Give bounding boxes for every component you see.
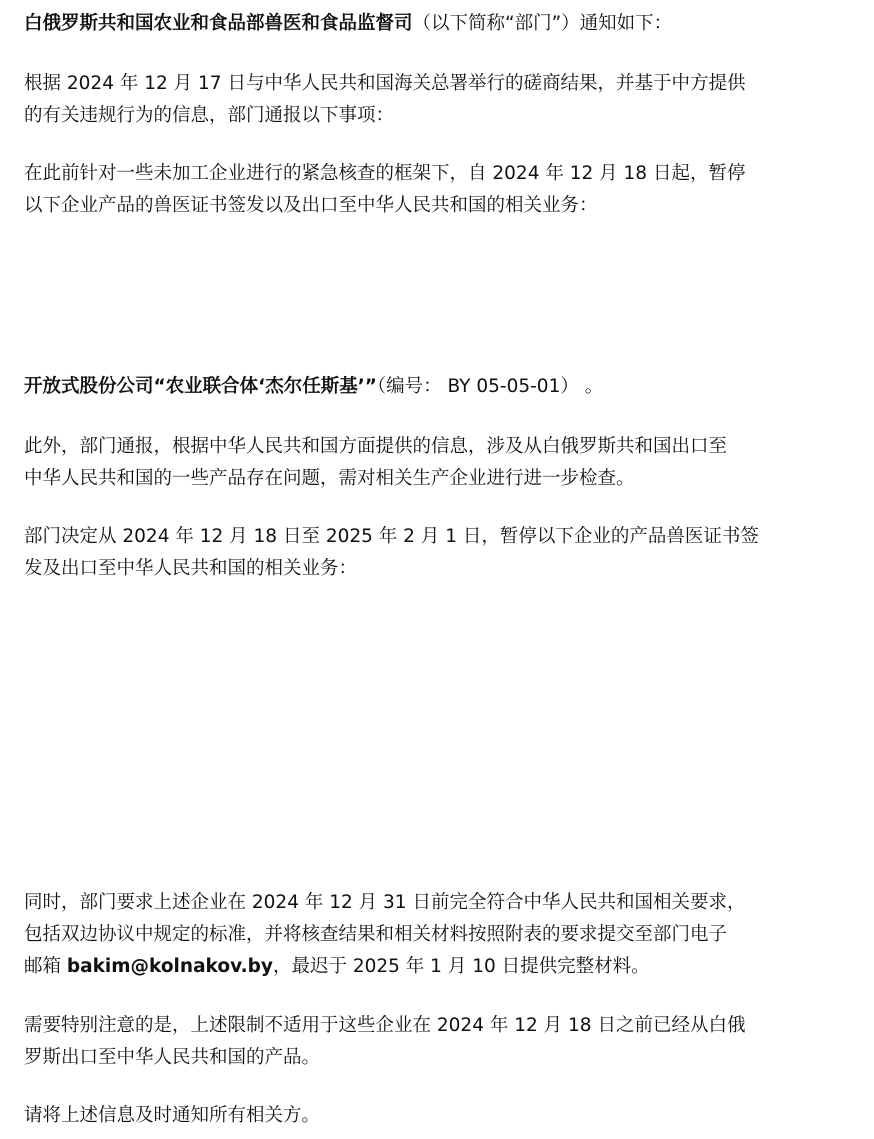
paragraph-3-line-2: 中华人民共和国的一些产品存在问题，需对相关生产企业进行进一步检查。 xyxy=(24,468,635,489)
paragraph-6-line-2: 罗斯出口至中华人民共和国的产品。 xyxy=(24,1047,321,1068)
paragraph-5-line-3 xyxy=(24,951,862,983)
intro-text: （以下简称“部门”）通知如下： xyxy=(412,13,673,34)
paragraph-2-line-1: 在此前针对一些未加工企业进行的紧急核查的框架下，自 2024 年 12 月 18 日起，暂停 xyxy=(24,163,746,184)
deadline-text: ，最迟于 2025 年 1 月 10 日提供完整材料。 xyxy=(272,956,650,977)
paragraph-5-line-1: 同时，部门要求上述企业在 2024 年 12 月 31 日前完全符合中华人民共和国相关要求， xyxy=(24,892,746,913)
paragraph-4-line-2: 发及出口至中华人民共和国的相关业务： xyxy=(24,558,358,579)
paragraph-2-line-2: 以下企业产品的兽医证书签发以及出口至中华人民共和国的相关业务： xyxy=(24,195,598,216)
department-email: bakim@kolnakov.by xyxy=(66,956,273,977)
paragraph-6-line-1: 需要特别注意的是，上述限制不适用于这些企业在 2024 年 12 月 18 日之前已经从白俄 xyxy=(24,1015,746,1036)
email-prefix: 邮箱 xyxy=(24,956,67,977)
paragraph-5-line-2: 包括双边协议中规定的标准，并将核查结果和相关材料按照附表的要求提交至部门电子 xyxy=(24,924,728,945)
enterprise-name: 开放式股份公司“农业联合体‘杰尔任斯基’” xyxy=(24,376,377,397)
paragraph-1-line-2: 的有关违规行为的信息，部门通报以下事项： xyxy=(24,105,395,126)
paragraph-1-line-1: 根据 2024 年 12 月 17 日与中华人民共和国海关总署举行的磋商结果，并基于中方提供 xyxy=(24,73,746,94)
enterprise-code: （编号： BY 05-05-01） 。 xyxy=(376,376,604,397)
paragraph-3-line-1: 此外，部门通报，根据中华人民共和国方面提供的信息，涉及从白俄罗斯共和国出口至 xyxy=(24,436,728,457)
department-name: 白俄罗斯共和国农业和食品部兽医和食品监督司 xyxy=(24,13,413,34)
paragraph-4-line-1: 部门决定从 2024 年 12 月 18 日至 2025 年 2 月 1 日，暂停以下企业的产品兽医证书签 xyxy=(24,526,759,547)
paragraph-7-line-1: 请将上述信息及时通知所有相关方。 xyxy=(24,1105,321,1126)
header-line xyxy=(24,8,862,40)
standalone-enterprise xyxy=(24,371,862,403)
